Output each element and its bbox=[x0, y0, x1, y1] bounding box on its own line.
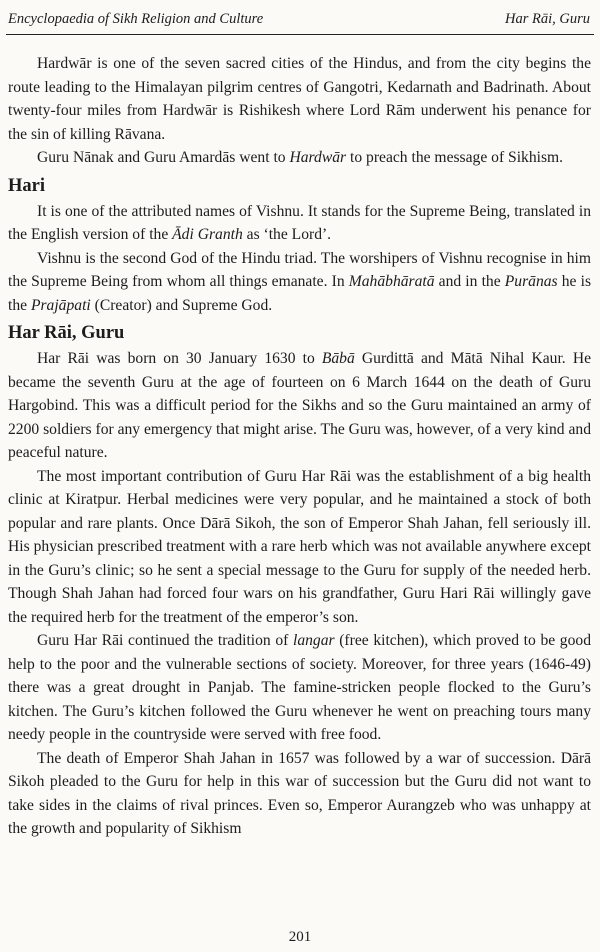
har-rai-paragraph-2: The most important contribution of Guru Har Rāi was the establishment of a big health clinic at Kiratpur. Herbal medicines were very popular, and he maintained a stock of both popular and rare plants. Once Dārā Sikoh, the son of Emperor Shah Jahan, fell seriously ill. His physician prescribed treatment with a rare herb which was not available anywhere except in the Guru’s clinic; so he sent a special message to the Guru for supply of the needed herb. Though Shah Jahan had forced four wars on his grandfather, Guru Hari Rāi willingly gave the required herb for the treatment of the emperor’s son. bbox=[8, 467, 591, 626]
running-head-book-title: Encyclopaedia of Sikh Religion and Culture bbox=[8, 11, 264, 27]
hari-paragraph-2: Vishnu is the second God of the Hindu triad. The worshipers of Vishnu recognise in him the Supreme Being from whom all things emanate. In Mahābhāratā and in the Purānas he is the Prajāpati (Creator) and Supreme God. bbox=[8, 249, 592, 314]
har-rai-paragraph-1: Har Rāi was born on 30 January 1630 to Bābā Gurdittā and Mātā Nihal Kaur. He became the seventh Guru at the age of fourteen on 6 March 1644 on the death of Guru Hargobind. This was a difficult period for the Sikhs and so the Guru maintained an army of 2200 soldiers for any emergency that might arise. The Guru was, however, of a very kind and peaceful nature. bbox=[8, 350, 591, 461]
hari-paragraph-1: It is one of the attributed names of Vishnu. It stands for the Supreme Being, translated in the English version of the Ādi Granth as ‘the Lord’. bbox=[8, 202, 591, 243]
hardwar-paragraph-2: Guru Nānak and Guru Amardās went to Hardwār to preach the message of Sikhism. bbox=[37, 149, 564, 166]
header-rule bbox=[6, 34, 594, 35]
page-number: 201 bbox=[288, 929, 312, 945]
hardwar-paragraph-1: Hardwār is one of the seven sacred cities of the Hindus, and from the city begins the route leading to the Himalayan pilgrim centres of Gangotri, Kedarnath and Badrinath. About twenty-four miles from Hardwār is Rishikesh where Lord Rām underwent his penance for the sin of killing Rāvana. bbox=[8, 55, 591, 143]
har-rai-paragraph-4: The death of Emperor Shah Jahan in 1657 was followed by a war of succession. Dārā Sikoh pleaded to the Guru for help in this war of succession but the Guru did not want to take sides in the claims of rival princes. Even so, Emperor Aurangzeb who was unhappy at the growth and popularity of Sikhism bbox=[8, 749, 591, 837]
har-rai-paragraph-3: Guru Har Rāi continued the tradition of langar (free kitchen), which proved to be good help to the poor and the vulnerable sections of society. Moreover, for three years (1646-49) there was a great drought in Panjab. The famine-stricken people flocked to the Guru’s kitchen. The Guru’s kitchen followed the Guru whenever he went on preaching tours many needy people in the countryside were served with free food. bbox=[8, 632, 591, 743]
entry-heading-hari: Hari bbox=[8, 175, 45, 196]
page-body bbox=[8, 52, 591, 841]
entry-heading-har-rai: Har Rāi, Guru bbox=[8, 323, 125, 343]
running-head-entry-title: Har Rāi, Guru bbox=[505, 11, 590, 27]
